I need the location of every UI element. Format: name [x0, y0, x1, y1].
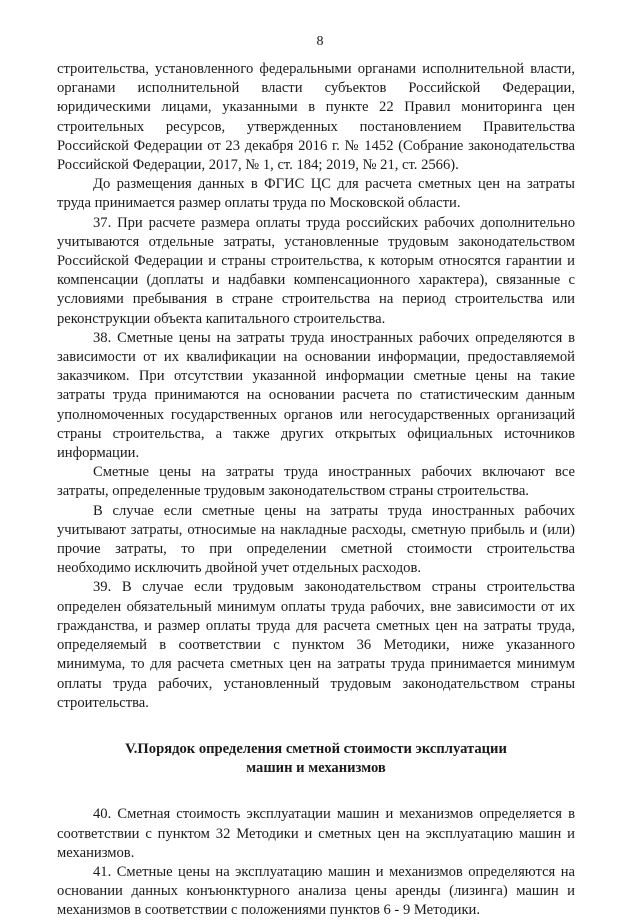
section-heading-line-1: V.Порядок определения сметной стоимости эксплуатации	[125, 740, 507, 757]
paragraph-40: 40. Сметная стоимость эксплуатации машин и механизмов определяется в соответствии с пунктом 32 Методики и сметных цен на эксплуатацию машин и механизмов.	[57, 806, 575, 861]
paragraph-continuation: строительства, установленного федеральными органами исполнительной власти, органами исполнительной власти субъектов Российской Федерации, юридическими лицами, указанными в пункте 22 Правил мониторинга цен строительных ресурсов, утвержденных постановлением Правительства Российской Федерации от 23 декабря 2016 г. № 1452 (Собрание законодательства Российской Федерации, 2017, № 1, ст. 184; 2019, № 21, ст. 2566).	[57, 61, 575, 174]
paragraph-fgis-cs: До размещения данных в ФГИС ЦС для расчета сметных цен на затраты труда принимается размер оплаты труда по Московской области.	[57, 176, 575, 212]
paragraph-37: 37. При расчете размера оплаты труда российских рабочих дополнительно учитываются отдельные затраты, установленные трудовым законодательством Российской Федерации и страны строительства, к которым относятся гарантии и компенсации (доплаты и надбавки компенсационного характера), связанные с условиями пребывания в стране строительства на период строительства или реконструкции объекта капитального строительства.	[57, 214, 575, 327]
paragraph-39: 39. В случае если трудовым законодательством страны строительства определен обязательный минимум оплаты труда рабочих, вне зависимости от их гражданства, и размер оплаты труда для расчета сметных цен на затраты труда, определяемый в соответствии с пунктом 36 Методики, ниже указанного минимума, то для расчета сметных цен на затраты труда принимается минимум оплаты труда рабочих, установленный трудовым законодательством страны строительства.	[57, 579, 575, 711]
section-heading-line-2: машин и механизмов	[246, 760, 386, 777]
paragraph-double-accounting: В случае если сметные цены на затраты труда иностранных рабочих учитывают затраты, относимые на накладные расходы, сметную прибыль и (или) прочие затраты, то при определении сметной стоимости строительства необходимо исключить двойной учет отдельных расходов.	[57, 502, 575, 577]
document-body	[57, 60, 575, 921]
section-heading	[57, 740, 575, 778]
paragraph-foreign-workers-costs: Сметные цены на затраты труда иностранных рабочих включают все затраты, определенные трудовым законодательством страны строительства.	[57, 464, 575, 500]
paragraph-41: 41. Сметные цены на эксплуатацию машин и механизмов определяются на основании данных конъюнктурного анализа цены аренды (лизинга) машин и механизмов в соответствии с положениями пунктов 6 - 9 Методики.	[57, 863, 575, 919]
page-number: 8	[316, 34, 324, 49]
paragraph-38: 38. Сметные цены на затраты труда иностранных рабочих определяются в зависимости от их квалификации на основании информации, предоставляемой заказчиком. При отсутствии указанной информации сметные цены на такие затраты труда принимаются на основании расчета по статистическим данным уполномоченных государственных органов или негосударственных организаций страны строительства, а также других открытых официальных источников информации.	[57, 329, 575, 462]
